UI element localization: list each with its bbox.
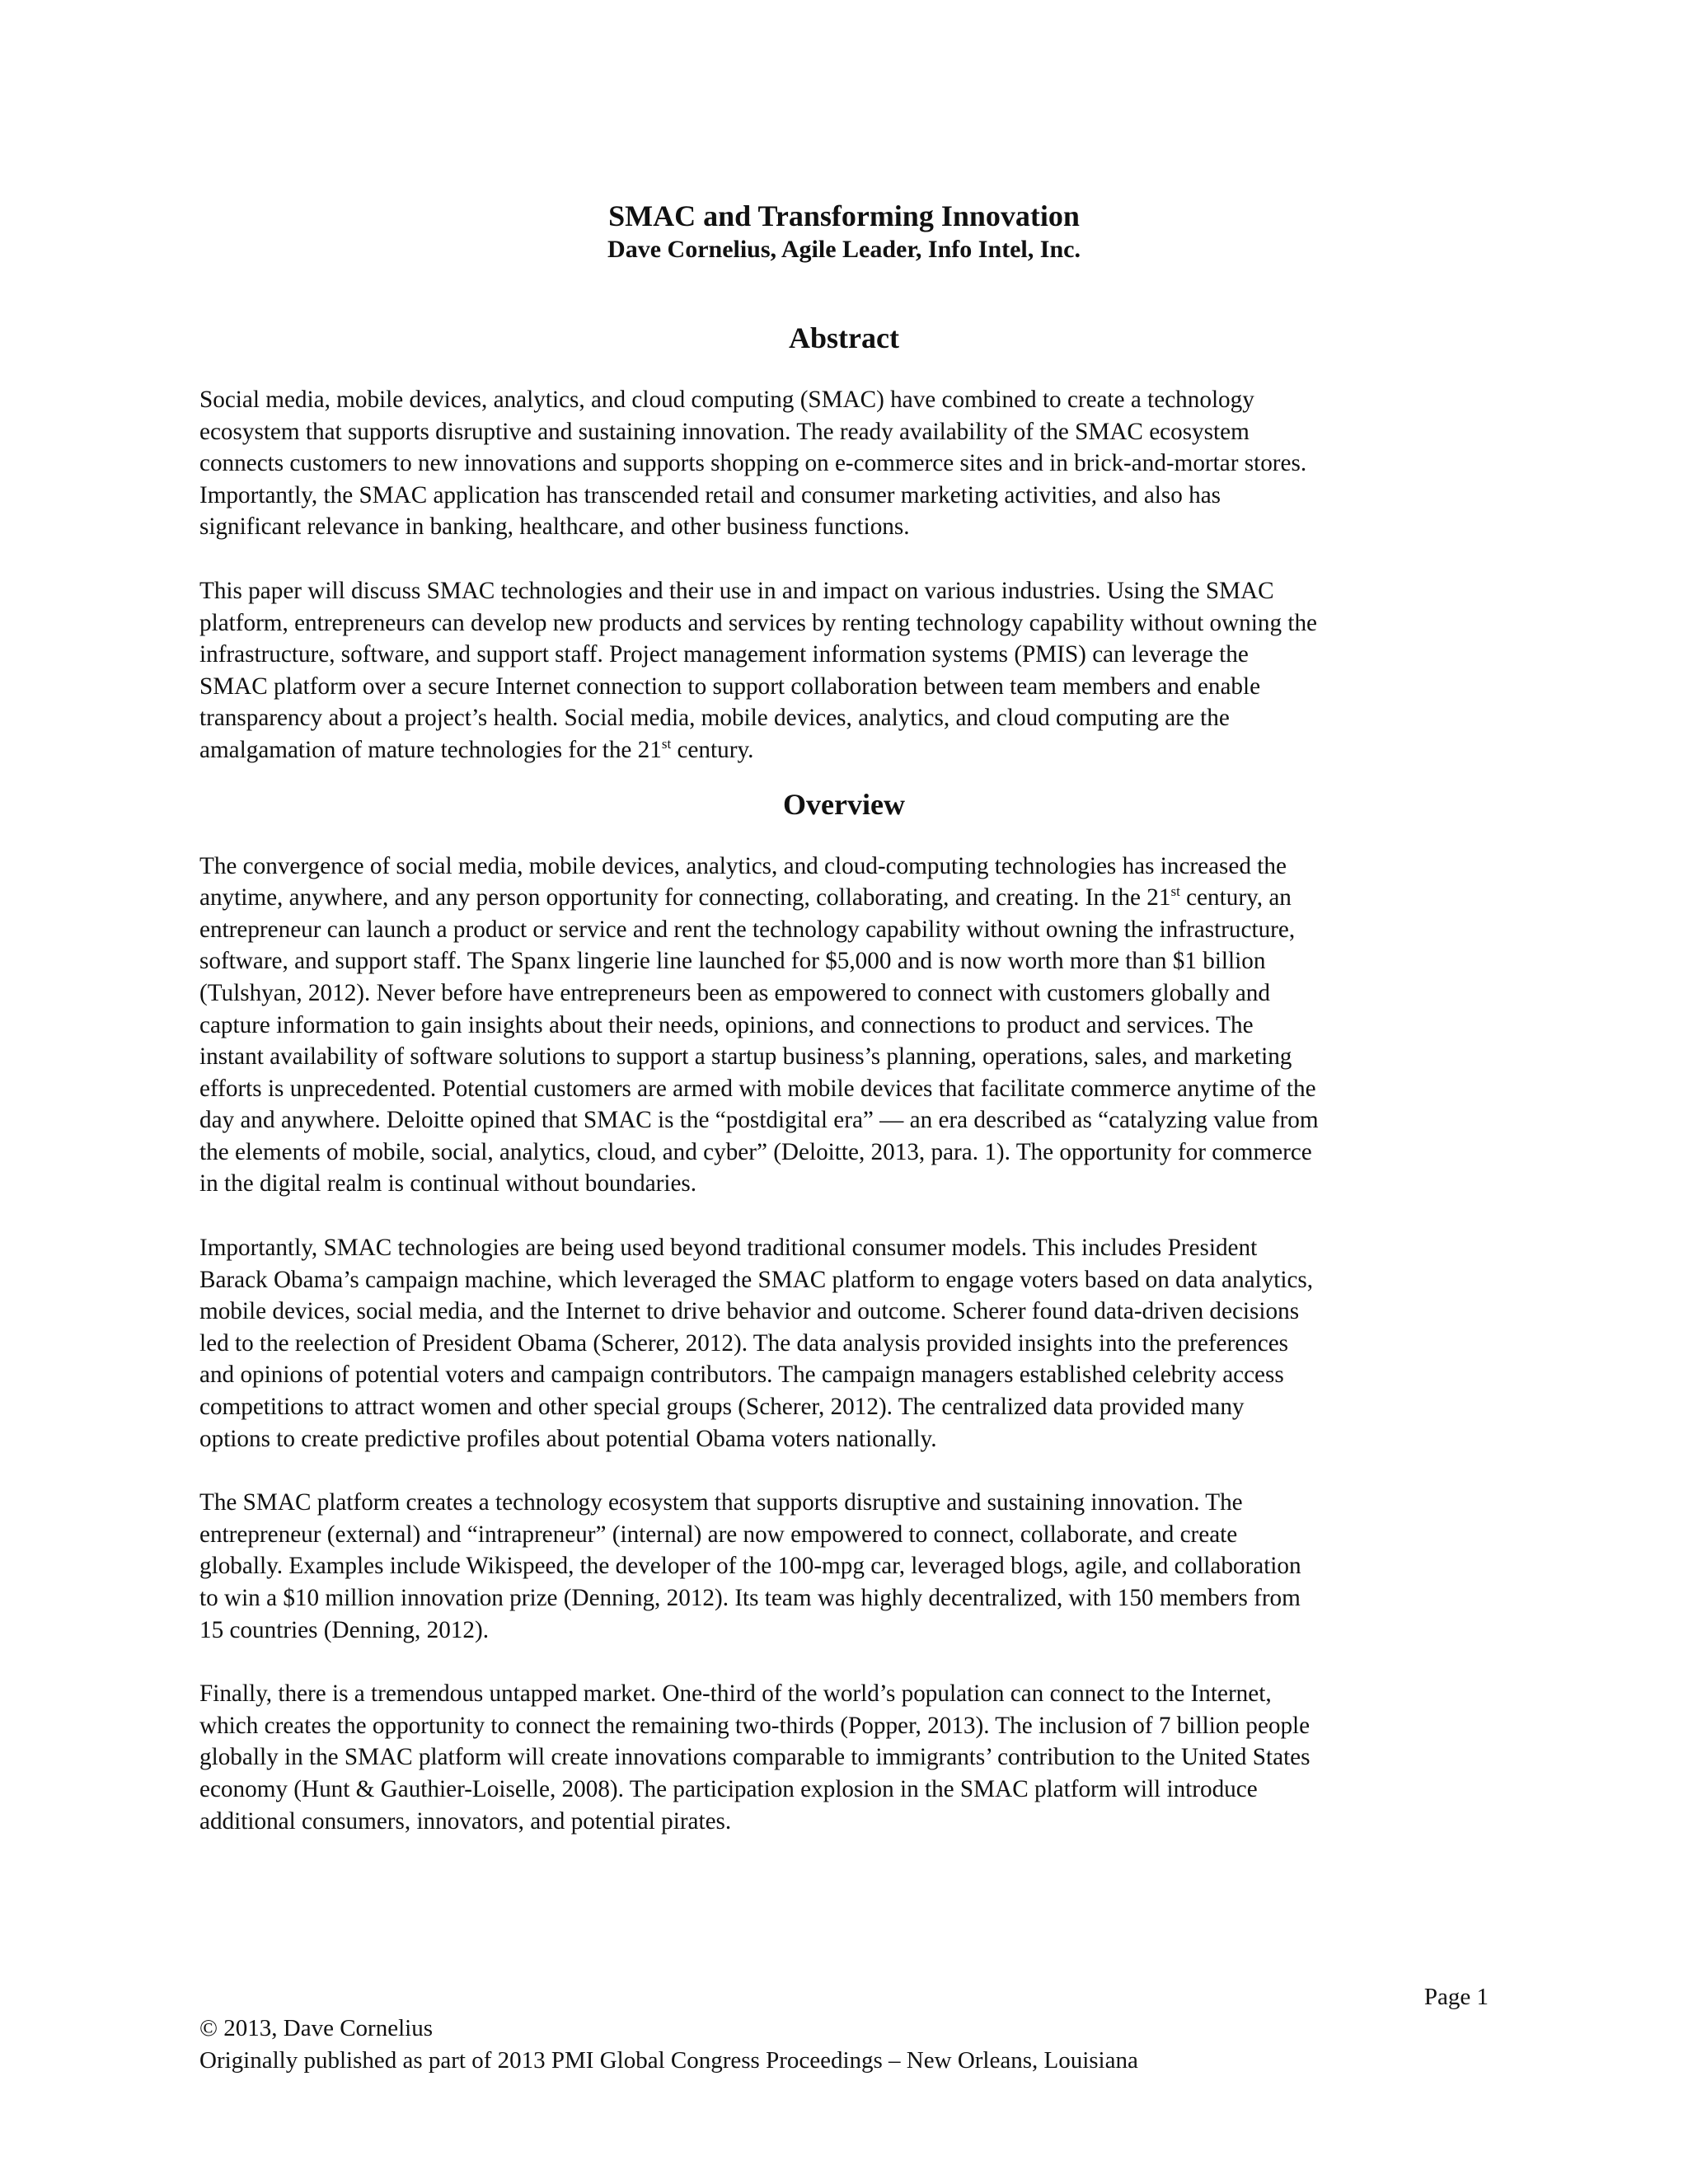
- text-line: The convergence of social media, mobile devices, analytics, and cloud-computing technologies has increased the: [199, 852, 1287, 879]
- text-line: to win a $10 million innovation prize (Denning, 2012). Its team was highly decentralized, with 150 members from: [199, 1585, 1301, 1611]
- text-line: Importantly, SMAC technologies are being used beyond traditional consumer models. This includes President: [199, 1235, 1258, 1262]
- text-line: options to create predictive profiles about potential Obama voters nationally.: [199, 1425, 937, 1452]
- text-line: Finally, there is a tremendous untapped market. One-third of the world’s population can connect to the Internet,: [199, 1680, 1272, 1708]
- abstract-paragraph-1: [199, 384, 1489, 543]
- text-line: in the digital realm is continual without boundaries.: [199, 1170, 697, 1197]
- overview-paragraph-4: [199, 1678, 1489, 1837]
- text-line: the elements of mobile, social, analytics, cloud, and cyber” (Deloitte, 2013, para. 1). The opportunity for commerce: [199, 1138, 1312, 1165]
- text-line: [199, 882, 1489, 914]
- superscript: st: [1170, 883, 1180, 900]
- abstract-paragraph-2: [199, 575, 1489, 766]
- overview-paragraph-3: [199, 1487, 1489, 1646]
- superscript: st: [661, 735, 672, 752]
- text-line: globally in the SMAC platform will create innovations comparable to immigrants’ contribution to the United States: [199, 1744, 1311, 1771]
- abstract-heading: Abstract: [789, 321, 899, 354]
- text-line: Importantly, the SMAC application has transcended retail and consumer marketing activities, and also has: [199, 481, 1221, 509]
- text-line: day and anywhere. Deloitte opined that SMAC is the “postdigital era” — an era described as “catalyzing value from: [199, 1107, 1319, 1134]
- text-line: entrepreneur can launch a product or service and rent the technology capability without owning the infrastructure,: [199, 916, 1296, 943]
- text-line: ecosystem that supports disruptive and sustaining innovation. The ready availability of the SMAC ecosystem: [199, 418, 1250, 445]
- text-line: The SMAC platform creates a technology ecosystem that supports disruptive and sustaining innovation. The: [199, 1489, 1243, 1516]
- text-fragment: century.: [671, 736, 754, 763]
- text-line: and opinions of potential voters and campaign contributors. The campaign managers established celebrity access: [199, 1361, 1284, 1389]
- text-line: (Tulshyan, 2012). Never before have entrepreneurs been as empowered to connect with customers globally and: [199, 979, 1270, 1006]
- text-line: capture information to gain insights about their needs, opinions, and connections to product and services. The: [199, 1011, 1254, 1038]
- text-line: entrepreneur (external) and “intrapreneur” (internal) are now empowered to connect, collaborate, and create: [199, 1521, 1238, 1548]
- text-line: which creates the opportunity to connect the remaining two-thirds (Popper, 2013). The inclusion of 7 billion people: [199, 1712, 1311, 1739]
- text-line: This paper will discuss SMAC technologies and their use in and impact on various industries. Using the SMAC: [199, 577, 1274, 604]
- copyright-line: © 2013, Dave Cornelius: [199, 2015, 433, 2041]
- text-line: transparency about a project’s health. Social media, mobile devices, analytics, and cloud computing are the: [199, 705, 1230, 732]
- text-line: significant relevance in banking, healthcare, and other business functions.: [199, 513, 910, 541]
- publication-note: Originally published as part of 2013 PMI Global Congress Proceedings – New Orleans, Louisiana: [199, 2046, 1138, 2074]
- text-line: infrastructure, software, and support staff. Project management information systems (PMIS) can leverage the: [199, 641, 1249, 668]
- text-line: [199, 734, 1489, 766]
- overview-heading: Overview: [783, 787, 905, 821]
- text-fragment: amalgamation of mature technologies for the 21: [199, 736, 662, 763]
- text-line: connects customers to new innovations and supports shopping on e-commerce sites and in brick-and-mortar stores.: [199, 450, 1307, 477]
- text-line: economy (Hunt & Gauthier-Loiselle, 2008). The participation explosion in the SMAC platform will introduce: [199, 1775, 1258, 1802]
- document-title: SMAC and Transforming Innovation: [608, 199, 1080, 232]
- page-number: Page 1: [1423, 1984, 1489, 2010]
- page-footer: [199, 2013, 1138, 2076]
- text-line: competitions to attract women and other special groups (Scherer, 2012). The centralized data provided many: [199, 1394, 1245, 1421]
- text-line: mobile devices, social media, and the Internet to drive behavior and outcome. Scherer found data-driven decisions: [199, 1298, 1300, 1325]
- text-line: 15 countries (Denning, 2012).: [199, 1616, 489, 1643]
- text-fragment: century, an: [1179, 884, 1292, 912]
- author-line: Dave Cornelius, Agile Leader, Info Intel, Inc.: [607, 236, 1081, 263]
- text-line: additional consumers, innovators, and potential pirates.: [199, 1807, 732, 1835]
- text-line: efforts is unprecedented. Potential customers are armed with mobile devices that facilitate commerce anytime of the: [199, 1075, 1316, 1102]
- text-line: led to the reelection of President Obama (Scherer, 2012). The data analysis provided insights into the preferences: [199, 1329, 1289, 1357]
- overview-paragraph-1: [199, 851, 1489, 1201]
- text-line: SMAC platform over a secure Internet connection to support collaboration between team members and enable: [199, 673, 1261, 700]
- overview-paragraph-2: [199, 1232, 1489, 1455]
- document-page: [199, 198, 1489, 1869]
- text-line: platform, entrepreneurs can develop new products and services by renting technology capability without owning the: [199, 609, 1318, 636]
- text-line: Social media, mobile devices, analytics, and cloud computing (SMAC) have combined to create a technology: [199, 387, 1254, 413]
- text-fragment: anytime, anywhere, and any person opportunity for connecting, collaborating, and creating. In the 21: [199, 884, 1171, 912]
- text-line: globally. Examples include Wikispeed, the developer of the 100-mpg car, leveraged blogs, agile, and collaboration: [199, 1553, 1301, 1580]
- text-line: instant availability of software solutions to support a startup business’s planning, operations, sales, and marketing: [199, 1043, 1292, 1071]
- text-line: Barack Obama’s campaign machine, which leveraged the SMAC platform to engage voters based on data analytics,: [199, 1266, 1314, 1293]
- text-line: software, and support staff. The Spanx lingerie line launched for $5,000 and is now worth more than $1 billion: [199, 948, 1266, 975]
